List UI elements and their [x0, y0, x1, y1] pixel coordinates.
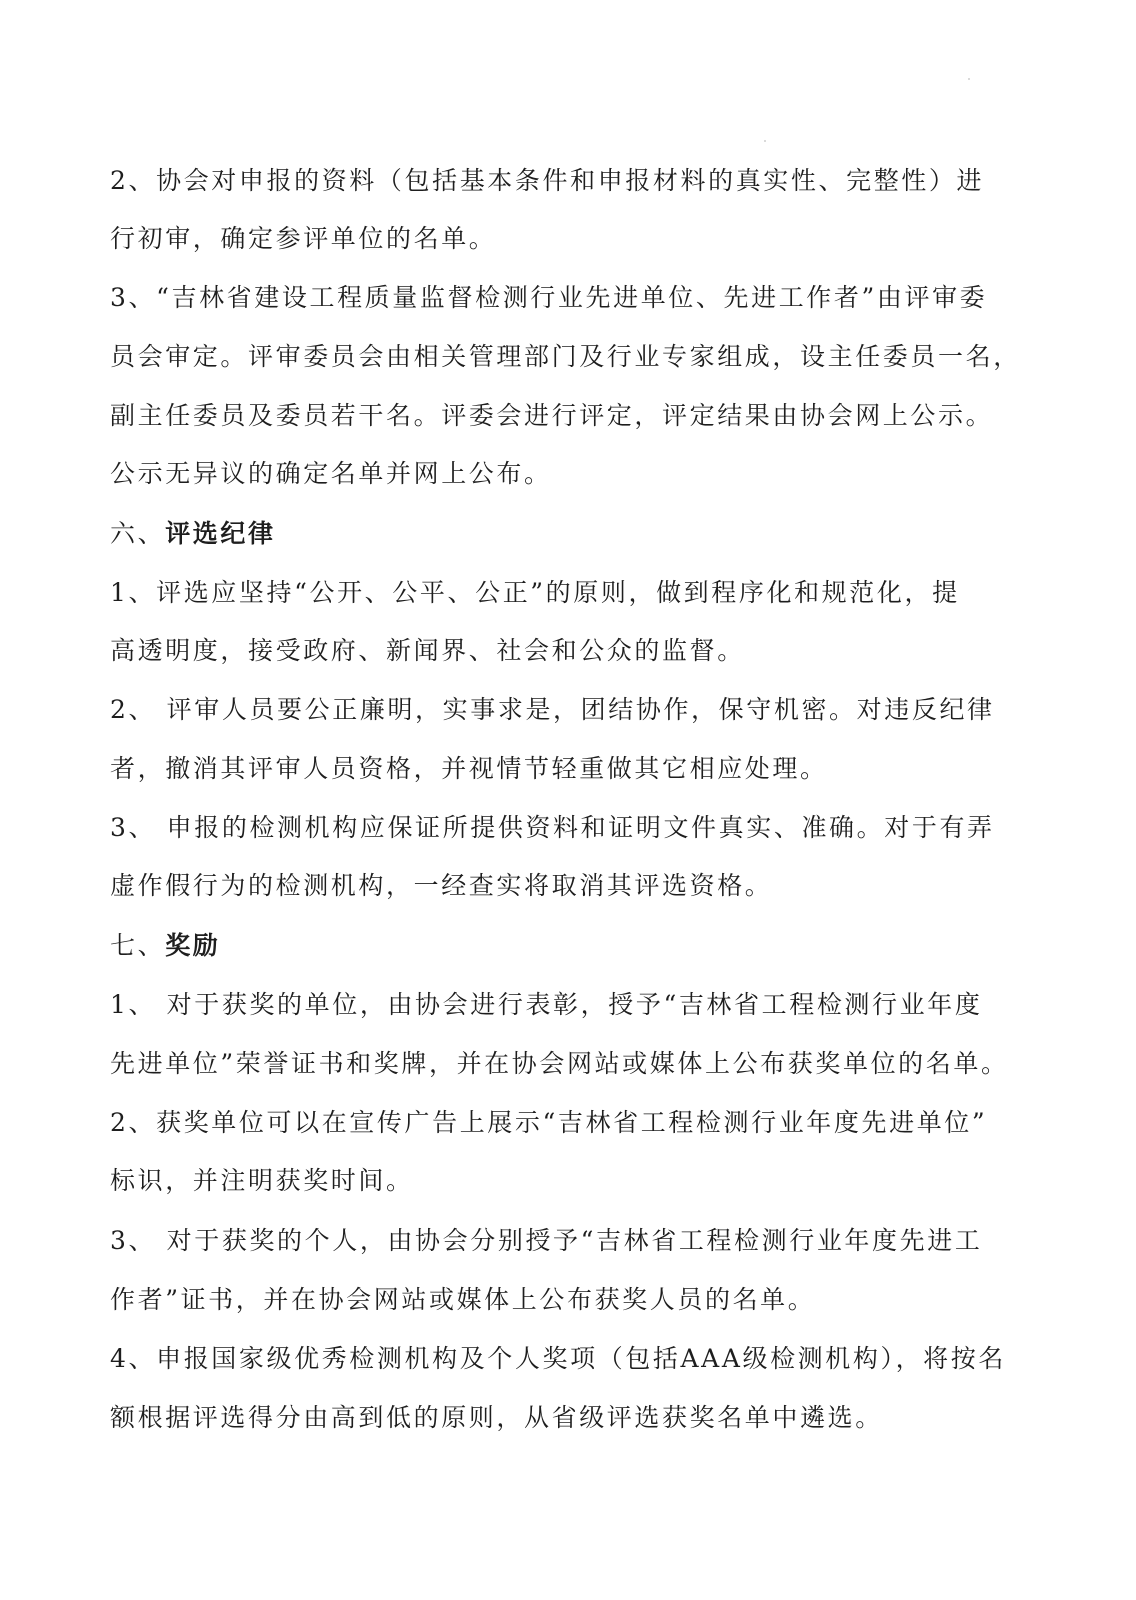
paragraph-line: 公示无异议的确定名单并网上公布。 — [110, 459, 552, 488]
paragraph-line: 2、协会对申报的资料（包括基本条件和申报材料的真实性、完整性）进 — [110, 166, 985, 195]
paragraph-line: 者，撤消其评审人员资格，并视情节轻重做其它相应处理。 — [110, 754, 828, 783]
paragraph-line: 员会审定。评审委员会由相关管理部门及行业专家组成，设主任委员一名， — [110, 342, 1021, 371]
paragraph-line: 额根据评选得分由高到低的原则，从省级评选获奖名单中遴选。 — [110, 1403, 883, 1432]
paragraph-line: 2、 评审人员要公正廉明，实事求是，团结协作，保守机密。对违反纪律 — [110, 695, 995, 724]
scan-speck — [968, 78, 970, 80]
section-heading-discipline — [110, 517, 950, 551]
paragraph-line: 行初审，确定参评单位的名单。 — [110, 224, 497, 253]
section-title: 奖励 — [165, 931, 221, 960]
section-number: 七、 — [110, 931, 166, 960]
paragraph-line: 2、获奖单位可以在宣传广告上展示“吉林省工程检测行业年度先进单位” — [110, 1108, 988, 1137]
paragraph-line: 3、 对于获奖的个人，由协会分别授予“吉林省工程检测行业年度先进工 — [110, 1226, 983, 1255]
paragraph-line: 副主任委员及委员若干名。评委会进行评定，评定结果由协会网上公示。 — [110, 401, 994, 430]
section-heading-rewards — [110, 929, 950, 963]
paragraph-line: 作者”证书，并在协会网站或媒体上公布获奖人员的名单。 — [110, 1285, 816, 1314]
scan-speck — [764, 140, 766, 142]
paragraph-line: 4、申报国家级优秀检测机构及个人奖项（包括AAA级检测机构），将按名 — [110, 1344, 1006, 1373]
paragraph-line: 高透明度，接受政府、新闻界、社会和公众的监督。 — [110, 636, 745, 665]
paragraph-line: 3、“吉林省建设工程质量监督检测行业先进单位、先进工作者”由评审委 — [110, 283, 988, 312]
paragraph-line: 1、 对于获奖的单位，由协会进行表彰，授予“吉林省工程检测行业年度 — [110, 990, 983, 1019]
paragraph-line: 3、 申报的检测机构应保证所提供资料和证明文件真实、准确。对于有弄 — [110, 813, 995, 842]
paragraph-line: 先进单位”荣誉证书和奖牌，并在协会网站或媒体上公布获奖单位的名单。 — [110, 1049, 1009, 1078]
section-title: 评选纪律 — [165, 519, 276, 548]
section-number: 六、 — [110, 519, 166, 548]
paragraph-line: 虚作假行为的检测机构，一经查实将取消其评选资格。 — [110, 871, 773, 900]
paragraph-line: 1、评选应坚持“公开、公平、公正”的原则，做到程序化和规范化，提 — [110, 578, 960, 607]
paragraph-line: 标识，并注明获奖时间。 — [110, 1166, 414, 1195]
